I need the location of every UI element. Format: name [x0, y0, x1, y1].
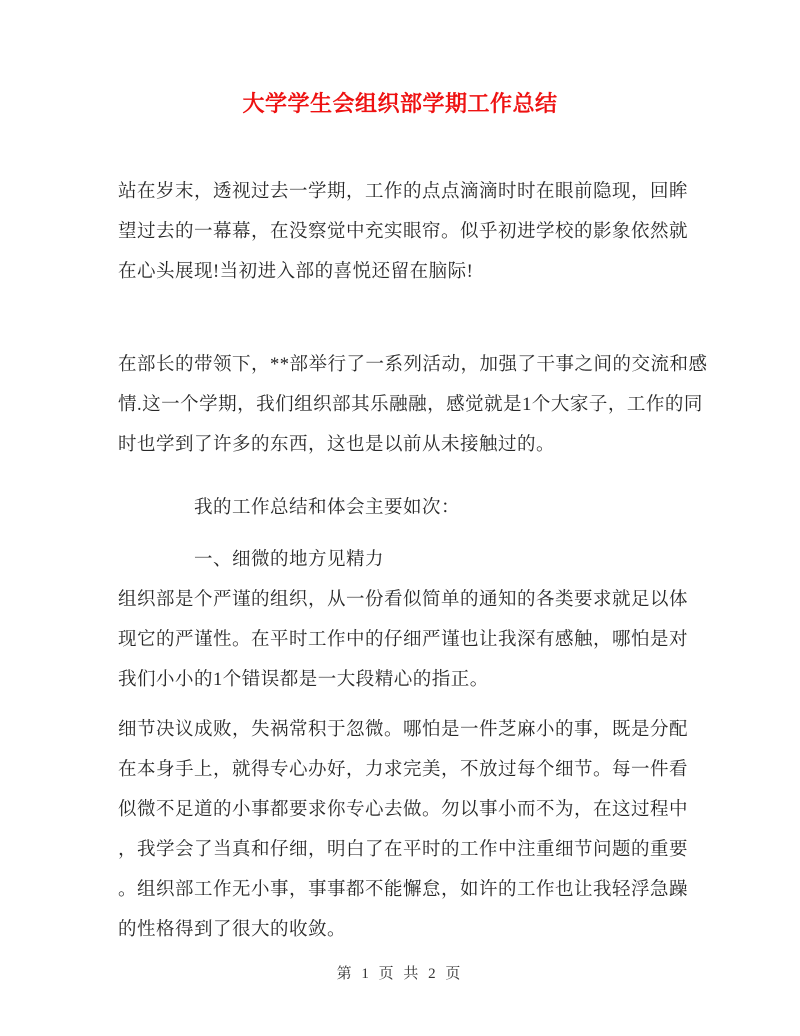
text-line: 望过去的一幕幕，在没察觉中充实眼帘。似乎初进学校的影象依然就: [118, 222, 689, 242]
text-line: 在本身手上，就得专心办好，力求完美，不放过每个细节。每一件看: [118, 760, 689, 780]
text-line: 细节决议成败，失祸常积于忽微。哪怕是一件芝麻小的事，既是分配: [118, 720, 689, 740]
text-line: 的性格得到了很大的收敛。: [118, 920, 347, 940]
paragraph-intro: [118, 172, 690, 292]
paragraph-section-1-detail: [118, 710, 690, 950]
text-line: 在部长的带领下，**部举行了一系列活动，加强了干事之间的交流和感: [118, 355, 708, 375]
text-line: ，我学会了当真和仔细，明白了在平时的工作中注重细节问题的重要: [118, 840, 689, 860]
paragraph-section-1-body: [118, 580, 690, 700]
text-line: 我的工作总结和体会主要如次：: [194, 498, 461, 518]
text-line: 组织部是个严谨的组织，从一份看似简单的通知的各类要求就足以体: [118, 590, 689, 610]
text-line: 在心头展现!当初进入部的喜悦还留在脑际!: [118, 262, 474, 282]
text-line: 。组织部工作无小事，事事都不能懈怠，如许的工作也让我轻浮急躁: [118, 880, 689, 900]
section-1-heading: [118, 540, 690, 580]
text-line: 我们小小的1个错误都是一大段精心的指正。: [118, 670, 489, 690]
paragraph-summary-lead: [118, 488, 690, 528]
text-line: 现它的严谨性。在平时工作中的仔细严谨也让我深有感触，哪怕是对: [118, 630, 689, 650]
text-line: 时也学到了许多的东西，这也是以前从未接触过的。: [118, 435, 556, 455]
page-number-footer: 第 1 页 共 2 页: [336, 966, 464, 982]
text-line: 站在岁末，透视过去一学期，工作的点点滴滴时时在眼前隐现，回眸: [118, 182, 689, 202]
text-line: 一、细微的地方见精力: [194, 550, 385, 570]
text-line: 情.这一个学期，我们组织部其乐融融，感觉就是1个大家子，工作的同: [118, 395, 703, 415]
document-title: 大学学生会组织部学期工作总结: [242, 92, 558, 117]
paragraph-activities: [118, 345, 708, 465]
document-body: [0, 172, 800, 950]
text-line: 似微不足道的小事都要求你专心去做。勿以事小而不为，在这过程中: [118, 800, 689, 820]
